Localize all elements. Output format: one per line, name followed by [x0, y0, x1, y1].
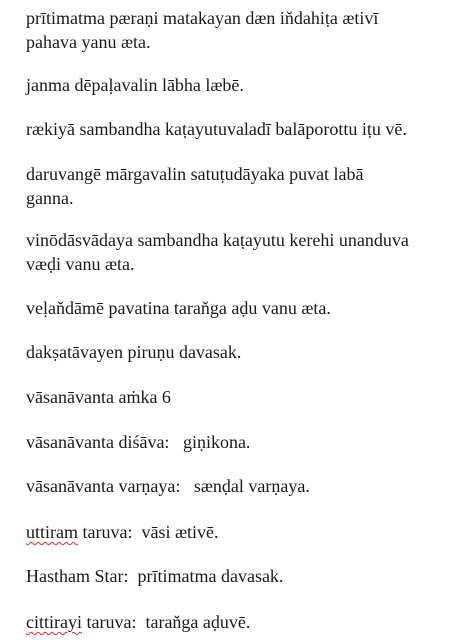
paragraph-13	[26, 610, 250, 634]
paragraph-11	[26, 520, 218, 544]
paragraph-10-line-1: vāsanāvanta varṇaya: sænḍal varṇaya.	[26, 476, 310, 496]
paragraph-9	[26, 430, 250, 454]
paragraph-1	[26, 6, 378, 54]
paragraph-2	[26, 73, 244, 97]
spellcheck-flagged-word[interactable]: uttiram	[26, 522, 78, 542]
paragraph-6	[26, 296, 331, 320]
paragraph-4-line-1: daruvangē mārgavalin satuṭudāyaka puvat labā	[26, 164, 364, 184]
spellcheck-flagged-word[interactable]: cittirayi	[26, 612, 82, 632]
paragraph-5-line-2: væḍi vanu æta.	[26, 254, 135, 274]
paragraph-4-line-2: ganna.	[26, 188, 74, 208]
paragraph-7-line-1: dakṣatāvayen piruṇu davasak.	[26, 342, 242, 362]
paragraph-10	[26, 474, 310, 498]
paragraph-12-line-1: Hastham Star: prītimatma davasak.	[26, 566, 284, 586]
paragraph-13-text: taruva: taraňga aḍuvē.	[81, 612, 251, 632]
paragraph-4	[26, 162, 364, 210]
paragraph-5	[26, 228, 409, 276]
paragraph-7	[26, 340, 241, 364]
paragraph-8-line-1: vāsanāvanta aṁka 6	[26, 387, 171, 407]
paragraph-12	[26, 564, 283, 588]
paragraph-2-line-1: janma dēpaḷavalin lābha læbē.	[26, 75, 244, 95]
paragraph-11-text: taruva: vāsi ætivē.	[78, 522, 219, 542]
paragraph-6-line-1: veḷaňdāmē pavatina taraňga aḍu vanu æta.	[26, 298, 331, 318]
paragraph-5-line-1: vinōdāsvādaya sambandha kaṭayutu kerehi unanduva	[26, 230, 409, 250]
paragraph-1-line-1: prītimatma pæraṇi matakayan dæn iňdahiṭa ætivī	[26, 8, 379, 28]
paragraph-3	[26, 117, 407, 141]
paragraph-8	[26, 385, 171, 409]
paragraph-9-line-1: vāsanāvanta diśāva: giṇikona.	[26, 432, 251, 452]
paragraph-1-line-2: pahava yanu æta.	[26, 32, 151, 52]
paragraph-3-line-1: rækiyā sambandha kaṭayutuvaladī balāporottu iṭu vē.	[26, 119, 407, 139]
